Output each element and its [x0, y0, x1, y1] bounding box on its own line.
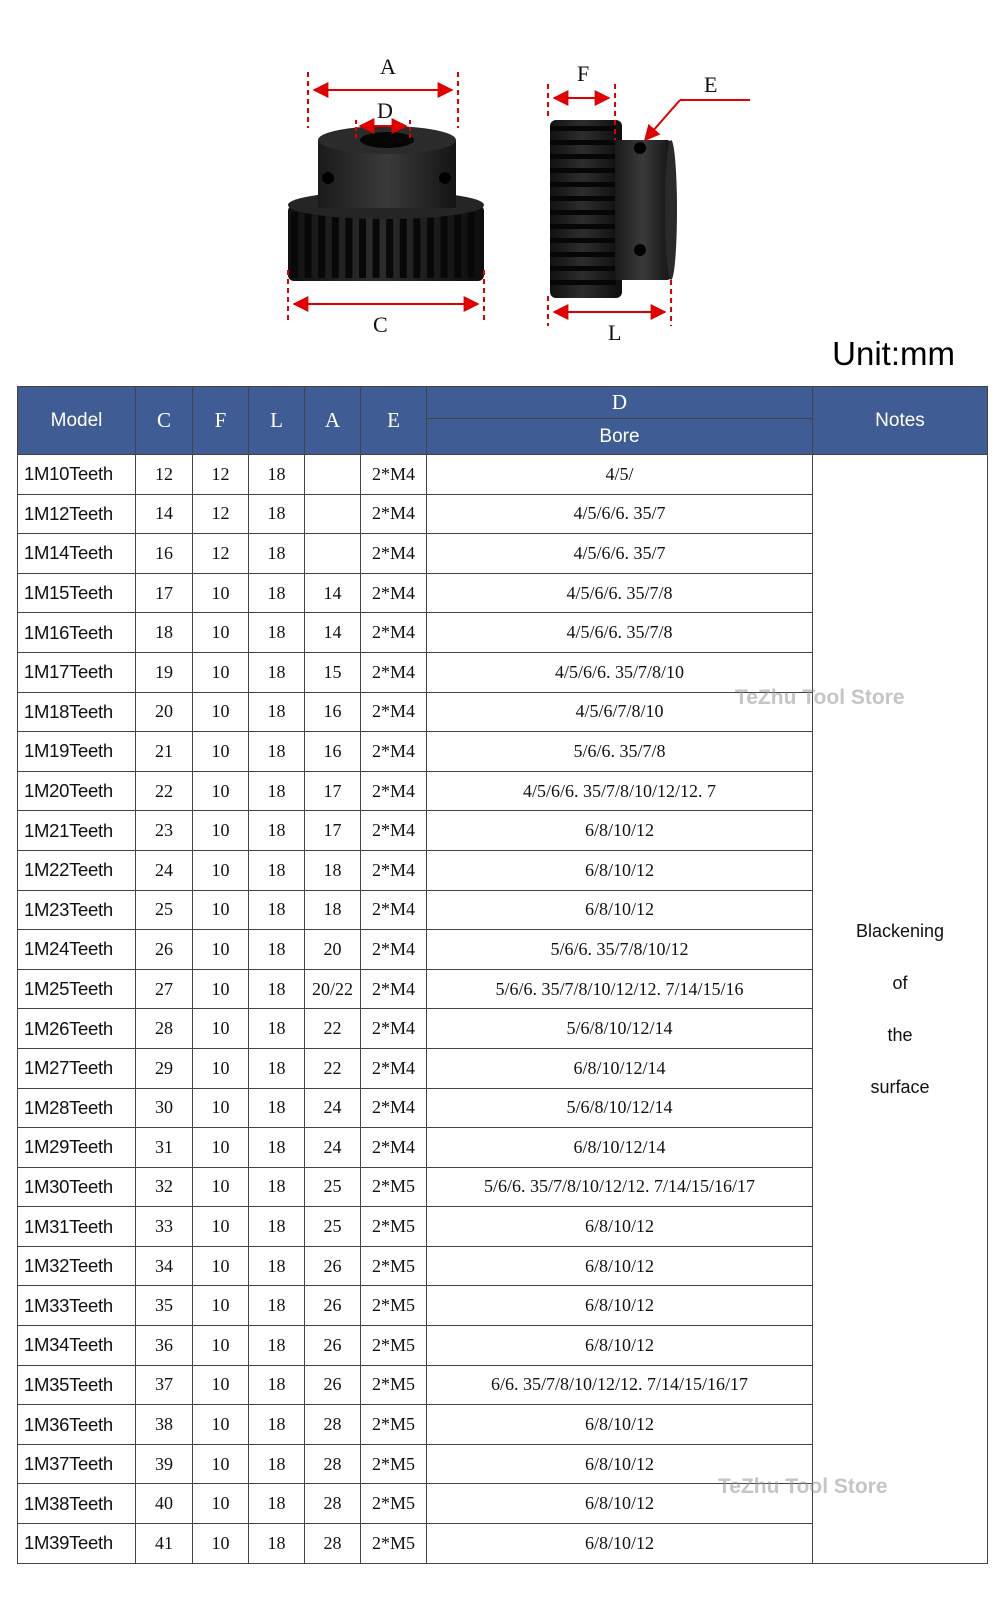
header-bore: Bore [427, 419, 813, 455]
table-body [18, 455, 988, 1564]
cell-f: 10 [193, 652, 249, 692]
cell-f: 10 [193, 1207, 249, 1247]
cell-l: 18 [249, 1444, 305, 1484]
gear-tooth [468, 212, 475, 278]
cell-l: 18 [249, 1524, 305, 1564]
cell-a: 26 [305, 1326, 361, 1366]
cell-model: 1M19Teeth [18, 732, 136, 772]
cell-f: 10 [193, 1326, 249, 1366]
cell-a: 28 [305, 1484, 361, 1524]
cell-e: 2*M4 [361, 811, 427, 851]
label-f: F [577, 61, 590, 86]
cell-l: 18 [249, 573, 305, 613]
header-notes: Notes [813, 387, 988, 455]
cell-a: 20/22 [305, 969, 361, 1009]
cell-model: 1M22Teeth [18, 850, 136, 890]
cell-f: 10 [193, 890, 249, 930]
cell-e: 2*M5 [361, 1405, 427, 1445]
cell-f: 12 [193, 534, 249, 574]
gear-tooth [550, 210, 616, 215]
watermark: TeZhu Tool Store [735, 686, 905, 709]
front-gear-image [288, 126, 484, 281]
cell-l: 18 [249, 930, 305, 970]
cell-model: 1M31Teeth [18, 1207, 136, 1247]
cell-f: 12 [193, 494, 249, 534]
cell-model: 1M10Teeth [18, 455, 136, 495]
cell-model: 1M15Teeth [18, 573, 136, 613]
cell-model: 1M37Teeth [18, 1444, 136, 1484]
cell-c: 14 [136, 494, 193, 534]
cell-a: 22 [305, 1048, 361, 1088]
cell-a: 25 [305, 1167, 361, 1207]
cell-a [305, 455, 361, 495]
gear-tooth [550, 266, 616, 271]
cell-l: 18 [249, 771, 305, 811]
label-e: E [704, 72, 718, 97]
cell-c: 28 [136, 1009, 193, 1049]
cell-model: 1M34Teeth [18, 1326, 136, 1366]
cell-l: 18 [249, 1207, 305, 1247]
cell-c: 30 [136, 1088, 193, 1128]
cell-l: 18 [249, 534, 305, 574]
cell-e: 2*M4 [361, 850, 427, 890]
cell-e: 2*M4 [361, 732, 427, 772]
cell-c: 19 [136, 652, 193, 692]
cell-c: 22 [136, 771, 193, 811]
cell-e: 2*M5 [361, 1326, 427, 1366]
cell-bore: 6/8/10/12 [427, 1524, 813, 1564]
cell-l: 18 [249, 1167, 305, 1207]
cell-model: 1M36Teeth [18, 1405, 136, 1445]
cell-l: 18 [249, 1405, 305, 1445]
gear-tooth [386, 212, 393, 278]
cell-model: 1M27Teeth [18, 1048, 136, 1088]
cell-model: 1M25Teeth [18, 969, 136, 1009]
cell-bore: 6/8/10/12 [427, 1286, 813, 1326]
cell-e: 2*M5 [361, 1246, 427, 1286]
cell-a: 26 [305, 1246, 361, 1286]
cell-l: 18 [249, 890, 305, 930]
gear-tooth [454, 212, 461, 278]
cell-bore: 5/6/8/10/12/14 [427, 1088, 813, 1128]
cell-l: 18 [249, 652, 305, 692]
cell-e: 2*M4 [361, 494, 427, 534]
cell-l: 18 [249, 455, 305, 495]
cell-c: 21 [136, 732, 193, 772]
cell-f: 10 [193, 573, 249, 613]
header-l: L [249, 387, 305, 455]
cell-c: 18 [136, 613, 193, 653]
cell-l: 18 [249, 692, 305, 732]
cell-f: 10 [193, 1365, 249, 1405]
cell-f: 10 [193, 732, 249, 772]
cell-e: 2*M4 [361, 930, 427, 970]
cell-e: 2*M4 [361, 1009, 427, 1049]
cell-a: 16 [305, 692, 361, 732]
cell-c: 35 [136, 1286, 193, 1326]
gear-tooth [359, 212, 366, 278]
label-d: D [377, 98, 393, 123]
cell-bore: 5/6/8/10/12/14 [427, 1009, 813, 1049]
cell-f: 10 [193, 1167, 249, 1207]
cell-l: 18 [249, 494, 305, 534]
gear-tooth [550, 140, 616, 145]
cell-bore: 6/8/10/12 [427, 1405, 813, 1445]
cell-c: 39 [136, 1444, 193, 1484]
gear-tooth [550, 168, 616, 173]
cell-f: 10 [193, 1009, 249, 1049]
cell-bore: 6/6. 35/7/8/10/12/12. 7/14/15/16/17 [427, 1365, 813, 1405]
cell-model: 1M35Teeth [18, 1365, 136, 1405]
cell-bore: 6/8/10/12/14 [427, 1048, 813, 1088]
cell-a: 16 [305, 732, 361, 772]
cell-f: 10 [193, 1444, 249, 1484]
cell-bore: 6/8/10/12 [427, 1207, 813, 1247]
cell-c: 32 [136, 1167, 193, 1207]
cell-c: 26 [136, 930, 193, 970]
cell-model: 1M29Teeth [18, 1128, 136, 1168]
cell-f: 10 [193, 1484, 249, 1524]
gear-tooth [318, 212, 325, 278]
cell-c: 41 [136, 1524, 193, 1564]
cell-l: 18 [249, 613, 305, 653]
cell-a: 22 [305, 1009, 361, 1049]
cell-f: 10 [193, 692, 249, 732]
header-f: F [193, 387, 249, 455]
watermark: TeZhu Tool Store [718, 1475, 888, 1498]
cell-model: 1M26Teeth [18, 1009, 136, 1049]
gear-tooth [441, 212, 448, 278]
gear-tooth [550, 126, 616, 131]
cell-e: 2*M4 [361, 969, 427, 1009]
cell-model: 1M32Teeth [18, 1246, 136, 1286]
cell-bore: 4/5/6/6. 35/7 [427, 494, 813, 534]
notes-line: Blackening [855, 920, 945, 941]
gear-tooth [550, 224, 616, 229]
cell-model: 1M30Teeth [18, 1167, 136, 1207]
cell-c: 20 [136, 692, 193, 732]
cell-a: 17 [305, 811, 361, 851]
cell-e: 2*M4 [361, 652, 427, 692]
notes-line: of [892, 972, 908, 993]
cell-model: 1M28Teeth [18, 1088, 136, 1128]
notes-cell [813, 455, 988, 1564]
cell-model: 1M12Teeth [18, 494, 136, 534]
cell-bore: 4/5/6/6. 35/7/8/10/12/12. 7 [427, 771, 813, 811]
cell-e: 2*M4 [361, 692, 427, 732]
header-c: C [136, 387, 193, 455]
cell-a: 18 [305, 890, 361, 930]
cell-a: 14 [305, 613, 361, 653]
cell-c: 17 [136, 573, 193, 613]
cell-bore: 6/8/10/12 [427, 850, 813, 890]
gear-tooth [550, 182, 616, 187]
cell-e: 2*M5 [361, 1207, 427, 1247]
cell-a: 26 [305, 1286, 361, 1326]
cell-bore: 6/8/10/12 [427, 1484, 813, 1524]
cell-a: 28 [305, 1444, 361, 1484]
cell-model: 1M18Teeth [18, 692, 136, 732]
cell-f: 10 [193, 1128, 249, 1168]
gear-tooth [550, 280, 616, 285]
cell-model: 1M33Teeth [18, 1286, 136, 1326]
cell-a [305, 534, 361, 574]
cell-e: 2*M4 [361, 1088, 427, 1128]
cell-f: 10 [193, 930, 249, 970]
cell-c: 27 [136, 969, 193, 1009]
cell-f: 10 [193, 613, 249, 653]
cell-a: 18 [305, 850, 361, 890]
cell-f: 10 [193, 811, 249, 851]
cell-f: 10 [193, 1405, 249, 1445]
cell-l: 18 [249, 969, 305, 1009]
cell-l: 18 [249, 1326, 305, 1366]
label-l: L [608, 320, 622, 345]
header-a: A [305, 387, 361, 455]
cell-a: 15 [305, 652, 361, 692]
label-c: C [373, 312, 388, 337]
gear-tooth [305, 212, 312, 278]
cell-l: 18 [249, 850, 305, 890]
cell-bore: 4/5/ [427, 455, 813, 495]
cell-bore: 6/8/10/12 [427, 1444, 813, 1484]
cell-bore: 6/8/10/12 [427, 1246, 813, 1286]
cell-e: 2*M4 [361, 613, 427, 653]
cell-a: 24 [305, 1088, 361, 1128]
cell-c: 33 [136, 1207, 193, 1247]
cell-c: 37 [136, 1365, 193, 1405]
spec-table [17, 386, 988, 1564]
cell-a [305, 494, 361, 534]
cell-e: 2*M4 [361, 573, 427, 613]
cell-e: 2*M5 [361, 1524, 427, 1564]
cell-bore: 5/6/6. 35/7/8 [427, 732, 813, 772]
cell-f: 10 [193, 1286, 249, 1326]
cell-a: 28 [305, 1405, 361, 1445]
cell-a: 17 [305, 771, 361, 811]
cell-bore: 4/5/6/6. 35/7/8/10 [427, 652, 813, 692]
cell-l: 18 [249, 732, 305, 772]
cell-l: 18 [249, 1365, 305, 1405]
cell-c: 40 [136, 1484, 193, 1524]
cell-e: 2*M5 [361, 1286, 427, 1326]
gear-tooth [550, 196, 616, 201]
cell-bore: 6/8/10/12 [427, 811, 813, 851]
cell-e: 2*M4 [361, 771, 427, 811]
label-a: A [380, 54, 396, 79]
gear-tooth [550, 252, 616, 257]
cell-f: 10 [193, 1088, 249, 1128]
cell-model: 1M17Teeth [18, 652, 136, 692]
cell-a: 24 [305, 1128, 361, 1168]
cell-bore: 5/6/6. 35/7/8/10/12/12. 7/14/15/16 [427, 969, 813, 1009]
cell-a: 28 [305, 1524, 361, 1564]
notes-line: surface [870, 1076, 930, 1097]
cell-model: 1M14Teeth [18, 534, 136, 574]
cell-f: 10 [193, 1048, 249, 1088]
cell-c: 23 [136, 811, 193, 851]
gear-diagram [0, 0, 1000, 385]
cell-c: 34 [136, 1246, 193, 1286]
cell-c: 36 [136, 1326, 193, 1366]
cell-model: 1M39Teeth [18, 1524, 136, 1564]
cell-model: 1M38Teeth [18, 1484, 136, 1524]
cell-c: 24 [136, 850, 193, 890]
cell-a: 14 [305, 573, 361, 613]
cell-c: 12 [136, 455, 193, 495]
gear-tooth [550, 238, 616, 243]
cell-e: 2*M4 [361, 534, 427, 574]
cell-l: 18 [249, 1048, 305, 1088]
cell-bore: 4/5/6/6. 35/7/8 [427, 613, 813, 653]
cell-l: 18 [249, 1128, 305, 1168]
cell-e: 2*M5 [361, 1484, 427, 1524]
cell-f: 12 [193, 455, 249, 495]
gear-tooth [413, 212, 420, 278]
gear-tooth [427, 212, 434, 278]
cell-a: 25 [305, 1207, 361, 1247]
cell-bore: 6/8/10/12 [427, 890, 813, 930]
cell-f: 10 [193, 850, 249, 890]
cell-f: 10 [193, 969, 249, 1009]
gear-tooth [291, 212, 298, 278]
gear-tooth [345, 212, 352, 278]
cell-f: 10 [193, 1246, 249, 1286]
gear-tooth [373, 212, 380, 278]
cell-model: 1M20Teeth [18, 771, 136, 811]
cell-f: 10 [193, 771, 249, 811]
gear-tooth [400, 212, 407, 278]
cell-bore: 4/5/6/6. 35/7 [427, 534, 813, 574]
cell-e: 2*M4 [361, 1048, 427, 1088]
cell-l: 18 [249, 1484, 305, 1524]
unit-label: Unit:mm [832, 335, 955, 372]
cell-model: 1M23Teeth [18, 890, 136, 930]
cell-bore: 4/5/6/7/8/10 [427, 692, 813, 732]
gear-tooth [332, 212, 339, 278]
cell-e: 2*M5 [361, 1365, 427, 1405]
cell-e: 2*M5 [361, 1167, 427, 1207]
cell-bore: 6/8/10/12 [427, 1326, 813, 1366]
cell-e: 2*M5 [361, 1444, 427, 1484]
cell-c: 29 [136, 1048, 193, 1088]
table-row [18, 455, 988, 495]
cell-model: 1M16Teeth [18, 613, 136, 653]
cell-model: 1M24Teeth [18, 930, 136, 970]
cell-l: 18 [249, 1286, 305, 1326]
cell-e: 2*M4 [361, 1128, 427, 1168]
cell-e: 2*M4 [361, 890, 427, 930]
cell-l: 18 [249, 1009, 305, 1049]
cell-bore: 5/6/6. 35/7/8/10/12/12. 7/14/15/16/17 [427, 1167, 813, 1207]
cell-bore: 4/5/6/6. 35/7/8 [427, 573, 813, 613]
header-d: D [427, 387, 813, 419]
cell-c: 25 [136, 890, 193, 930]
cell-model: 1M21Teeth [18, 811, 136, 851]
cell-c: 38 [136, 1405, 193, 1445]
cell-l: 18 [249, 1246, 305, 1286]
cell-c: 16 [136, 534, 193, 574]
cell-bore: 5/6/6. 35/7/8/10/12 [427, 930, 813, 970]
cell-a: 20 [305, 930, 361, 970]
cell-e: 2*M4 [361, 455, 427, 495]
cell-c: 31 [136, 1128, 193, 1168]
gear-tooth [550, 154, 616, 159]
cell-bore: 6/8/10/12/14 [427, 1128, 813, 1168]
cell-l: 18 [249, 811, 305, 851]
cell-f: 10 [193, 1524, 249, 1564]
cell-a: 26 [305, 1365, 361, 1405]
header-model: Model [18, 387, 136, 455]
cell-l: 18 [249, 1088, 305, 1128]
side-gear-image [550, 120, 677, 298]
notes-line: the [887, 1024, 913, 1045]
header-e: E [361, 387, 427, 455]
